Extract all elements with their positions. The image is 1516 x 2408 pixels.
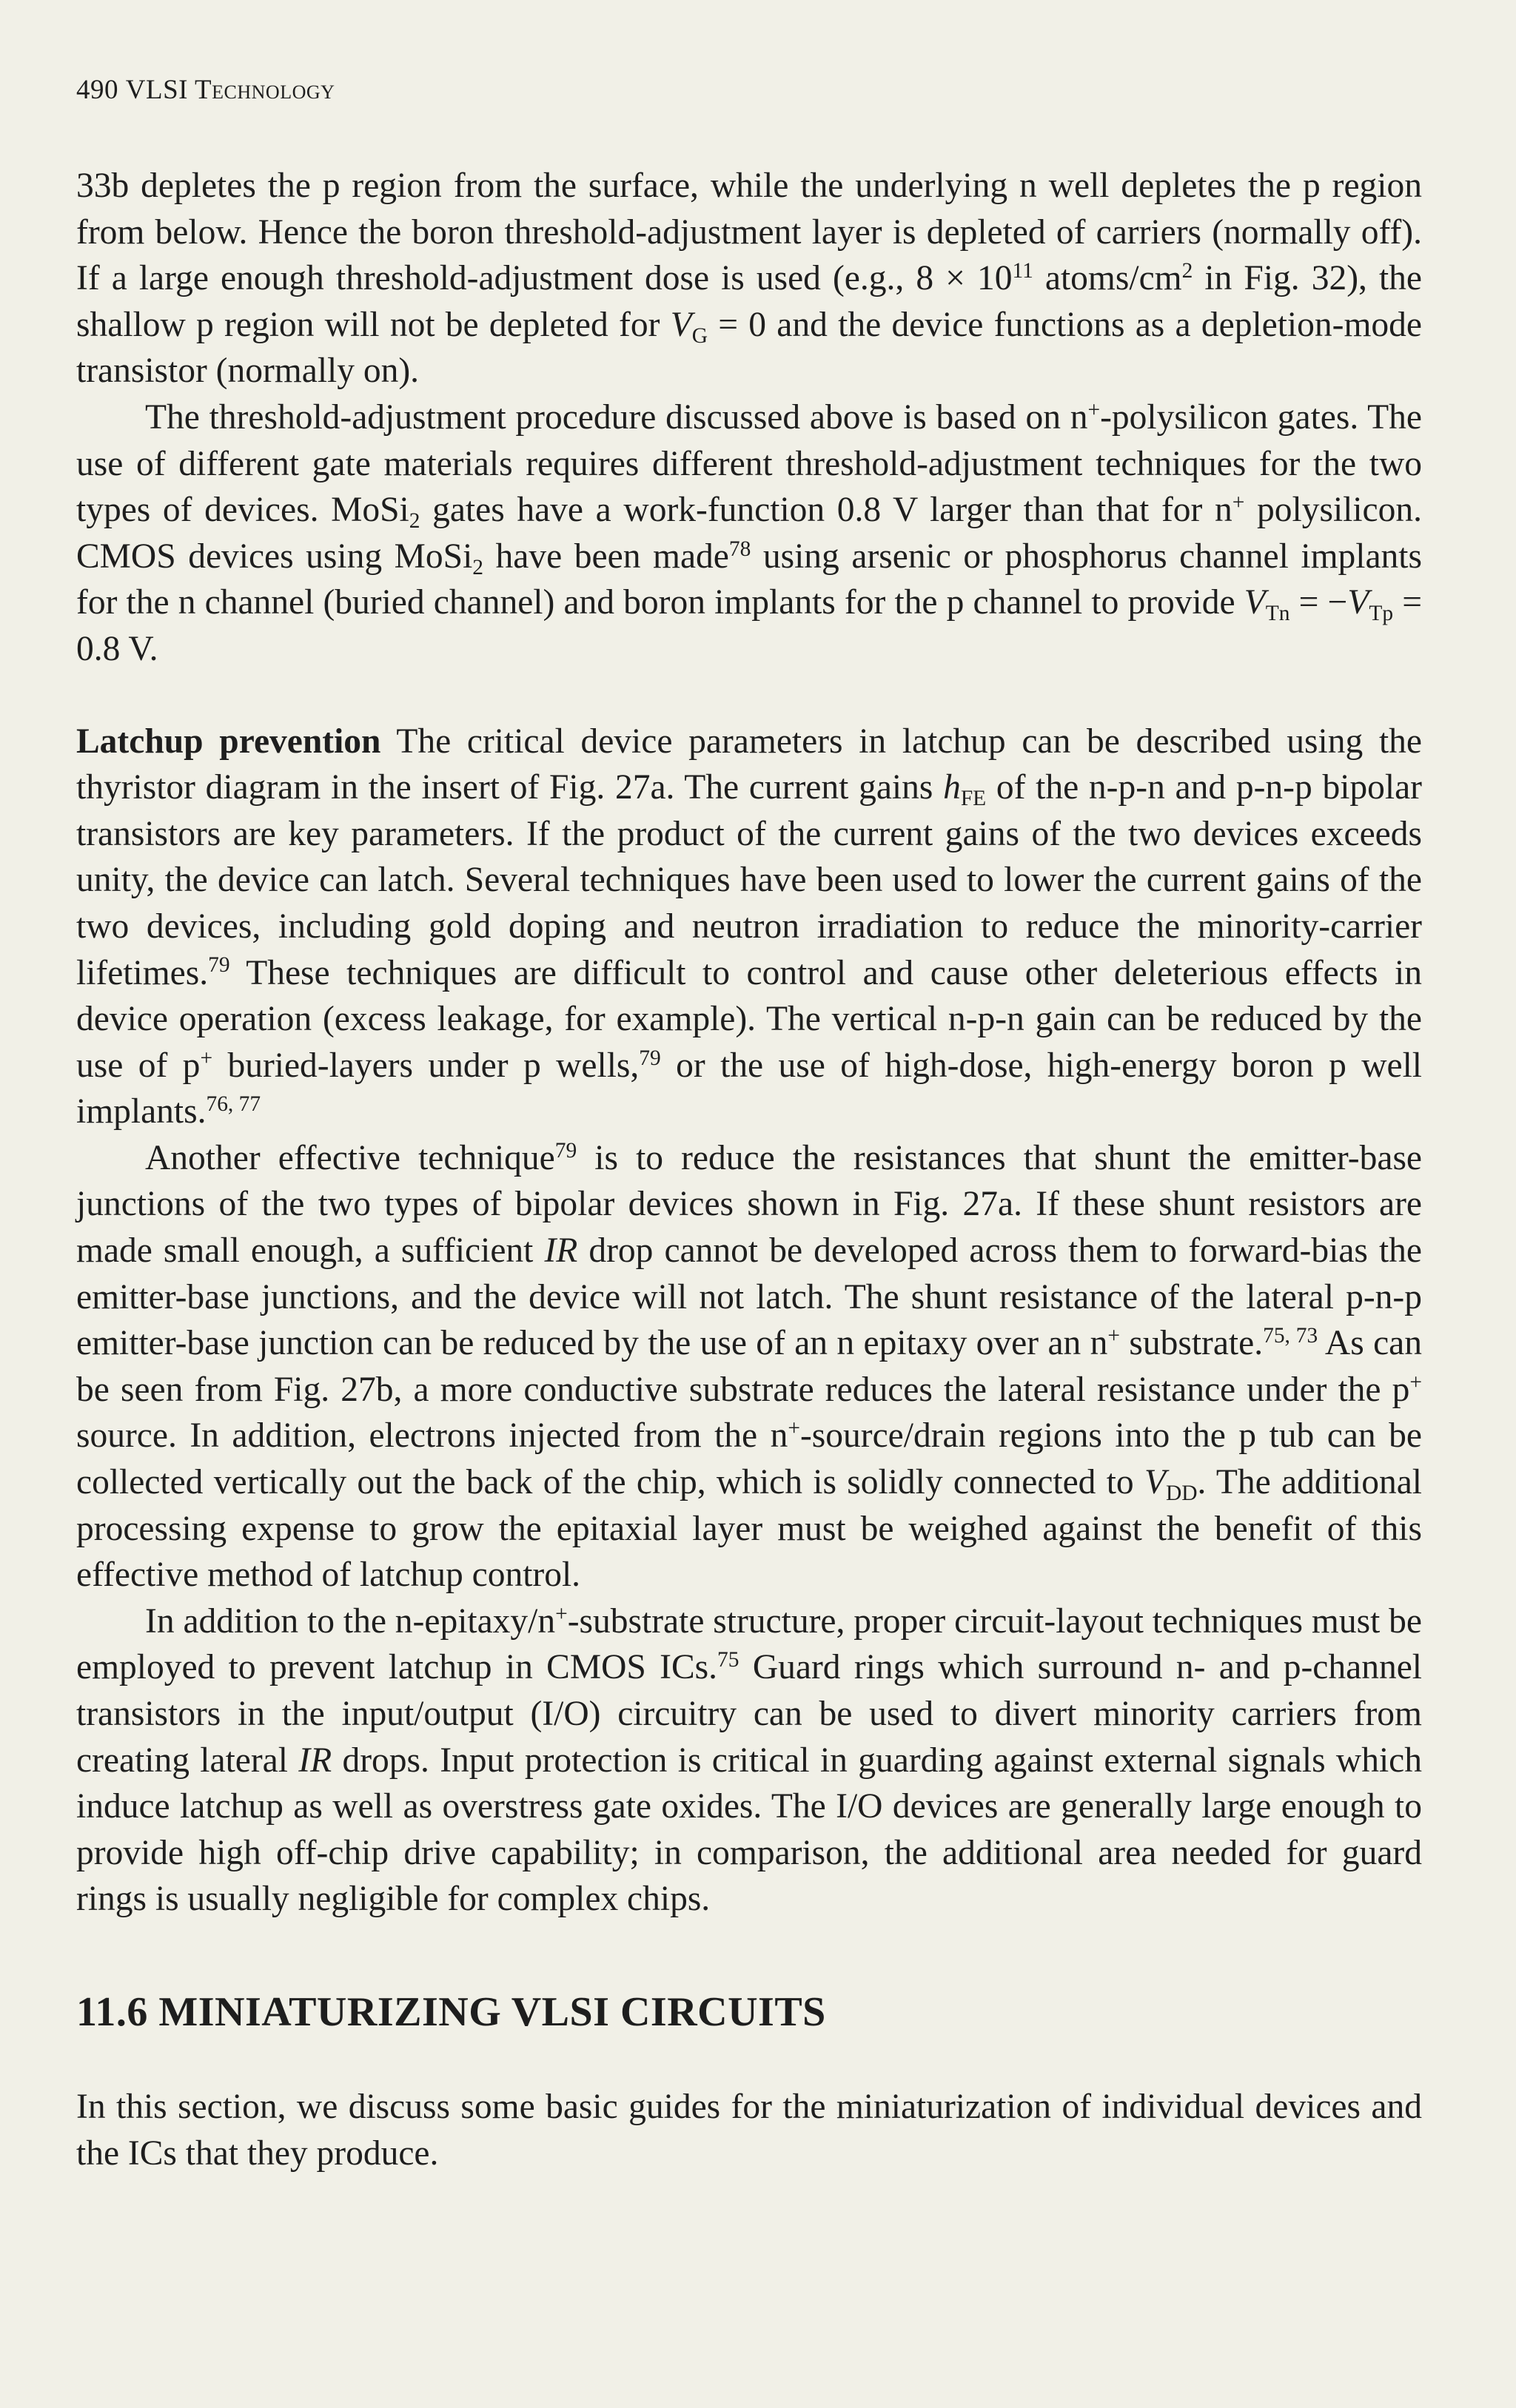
text-run: -substrate structure, proper circuit-layout techniques must be employed to prevent latchup in CMOS ICs.	[76, 1601, 1422, 1687]
reference-superscript: 79	[554, 1138, 577, 1163]
text-run: is to reduce the resistances that shunt the emitter-base junctions of the two types of bipolar devices shown in Fig. 27a. If these shunt resistors are made small enough, a sufficient	[76, 1138, 1423, 1271]
symbol-vtn: V	[1244, 583, 1266, 622]
text-run: = −	[1289, 583, 1348, 622]
text-run: buried-layers under p wells,	[212, 1046, 640, 1085]
superscript: +	[1409, 1370, 1422, 1394]
text-run: = 0 and the device functions as a depletion-mode transistor (normally on).	[76, 305, 1422, 391]
superscript: 2	[1181, 259, 1193, 283]
text-run: source. In addition, electrons injected from the n	[76, 1416, 788, 1456]
paragraph-layout-techniques	[76, 1598, 1422, 1923]
symbol-ir: IR	[544, 1231, 578, 1271]
text-run: or the use of high-dose, high-energy boron p well implants.	[76, 1046, 1422, 1131]
paragraph-depletion	[76, 163, 1422, 394]
symbol-hfe: h	[943, 768, 961, 807]
page-number: 490	[76, 75, 118, 105]
text-run: . The additional processing expense to grow the epitaxial layer must be weighed against the benefit of this effective method of latchup control.	[76, 1463, 1422, 1595]
reference-superscript: 78	[728, 537, 751, 561]
superscript: +	[200, 1046, 213, 1070]
text-run: Another effective technique	[145, 1138, 555, 1177]
paragraph-latchup-prevention	[76, 719, 1422, 1135]
text-run: 33b depletes the p region from the surface, while the underlying n well depletes the p region from below. Hence the boron threshold-adjustment layer is depleted of carriers (normally off). If a large enough threshold-adjustment dose is used (e.g., 8 × 10	[76, 167, 1422, 298]
text-run: The critical device parameters in latchup can be described using the thyristor diagram in the insert of Fig. 27a. The current gains	[76, 722, 1422, 807]
page-body	[76, 163, 1422, 2176]
reference-superscript: 76, 77	[206, 1092, 261, 1117]
subscript: Tn	[1265, 602, 1290, 626]
paragraph-section-intro	[76, 2084, 1422, 2176]
superscript: +	[1107, 1324, 1120, 1348]
paragraph-shunt-resistance	[76, 1135, 1422, 1598]
superscript: +	[1087, 397, 1101, 422]
symbol-vtp: V	[1347, 583, 1369, 622]
paragraph-threshold-adjustment	[76, 394, 1422, 673]
text-run: These techniques are difficult to control and cause other deleterious effects in device operation (excess leakage, for example). The vertical n-p-n gain can be reduced by the use of p	[76, 953, 1422, 1085]
text-run: drops. Input protection is critical in guarding against external signals which induce latchup as well as overstress gate oxides. The I/O devices are generally large enough to provide high off-chip drive capability; in comparison, the additional area needed for guard rings is usually negligible for complex chips.	[76, 1741, 1422, 1919]
subscript: 2	[472, 555, 483, 579]
superscript: +	[788, 1416, 800, 1441]
superscript: +	[555, 1601, 568, 1626]
text-run: in Fig. 32), the shallow p region will not be depleted for	[76, 259, 1422, 344]
subscript: Tp	[1369, 602, 1394, 626]
text-run: In addition to the n-epitaxy/n	[145, 1601, 556, 1641]
text-run: = 0.8 V.	[76, 583, 1423, 668]
text-run: -polysilicon gates. The use of different gate materials requires different threshold-adjustment techniques for the two types of devices. MoSi	[76, 397, 1422, 530]
text-run: As can be seen from Fig. 27b, a more conductive substrate reduces the lateral resistance under the p	[76, 1324, 1422, 1409]
text-run: -source/drain regions into the p tub can be collected vertically out the back of the chip, which is solidly connected to	[76, 1416, 1422, 1502]
running-title: VLSI Technology	[125, 75, 335, 105]
superscript: 11	[1012, 259, 1033, 283]
text-run: using arsenic or phosphorus channel implants for the n channel (buried channel) and boron implants for the p channel to provide	[76, 537, 1422, 622]
symbol-vg: V	[670, 305, 692, 344]
text-run: drop cannot be developed across them to forward-bias the emitter-base junctions, and the device will not latch. The shunt resistance of the lateral p-n-p emitter-base junction can be reduced by the use of an n epitaxy over an n	[76, 1231, 1422, 1363]
superscript: +	[1232, 490, 1245, 514]
run-in-heading: Latchup prevention	[76, 722, 381, 761]
text-run: The threshold-adjustment procedure discussed above is based on n	[145, 397, 1088, 437]
text-run: In this section, we discuss some basic guides for the miniaturization of individual devices and the ICs that they produce.	[76, 2087, 1422, 2173]
text-run: polysilicon. CMOS devices using MoSi	[76, 491, 1422, 576]
text-run: have been made	[483, 537, 729, 576]
subscript: FE	[960, 786, 987, 810]
text-run: of the n-p-n and p-n-p bipolar transistors are key parameters. If the product of the current gains of the two devices exceeds unity, the device can latch. Several techniques have been used to lower the current gains of the two devices, including gold doping and neutron irradiation to reduce the minority-carrier lifetimes.	[76, 768, 1422, 992]
running-header	[76, 74, 335, 106]
reference-superscript: 79	[639, 1046, 661, 1070]
text-run: gates have a work-function 0.8 V larger than that for n	[420, 491, 1232, 530]
text-run: Guard rings which surround n- and p-channel transistors in the input/output (I/O) circuitry can be used to divert minority carriers from creating lateral	[76, 1648, 1422, 1780]
section-heading: 11.6 MINIATURIZING VLSI CIRCUITS	[76, 1988, 826, 2035]
text-run: atoms/cm	[1033, 259, 1182, 298]
reference-superscript: 75	[717, 1648, 739, 1672]
reference-superscript: 75, 73	[1263, 1324, 1318, 1348]
subscript: DD	[1166, 1481, 1198, 1505]
subscript: G	[691, 323, 708, 348]
symbol-vdd: V	[1144, 1463, 1167, 1502]
reference-superscript: 79	[208, 953, 230, 978]
text-run: substrate.	[1120, 1324, 1264, 1363]
subscript: 2	[409, 508, 420, 533]
symbol-ir: IR	[298, 1741, 332, 1780]
